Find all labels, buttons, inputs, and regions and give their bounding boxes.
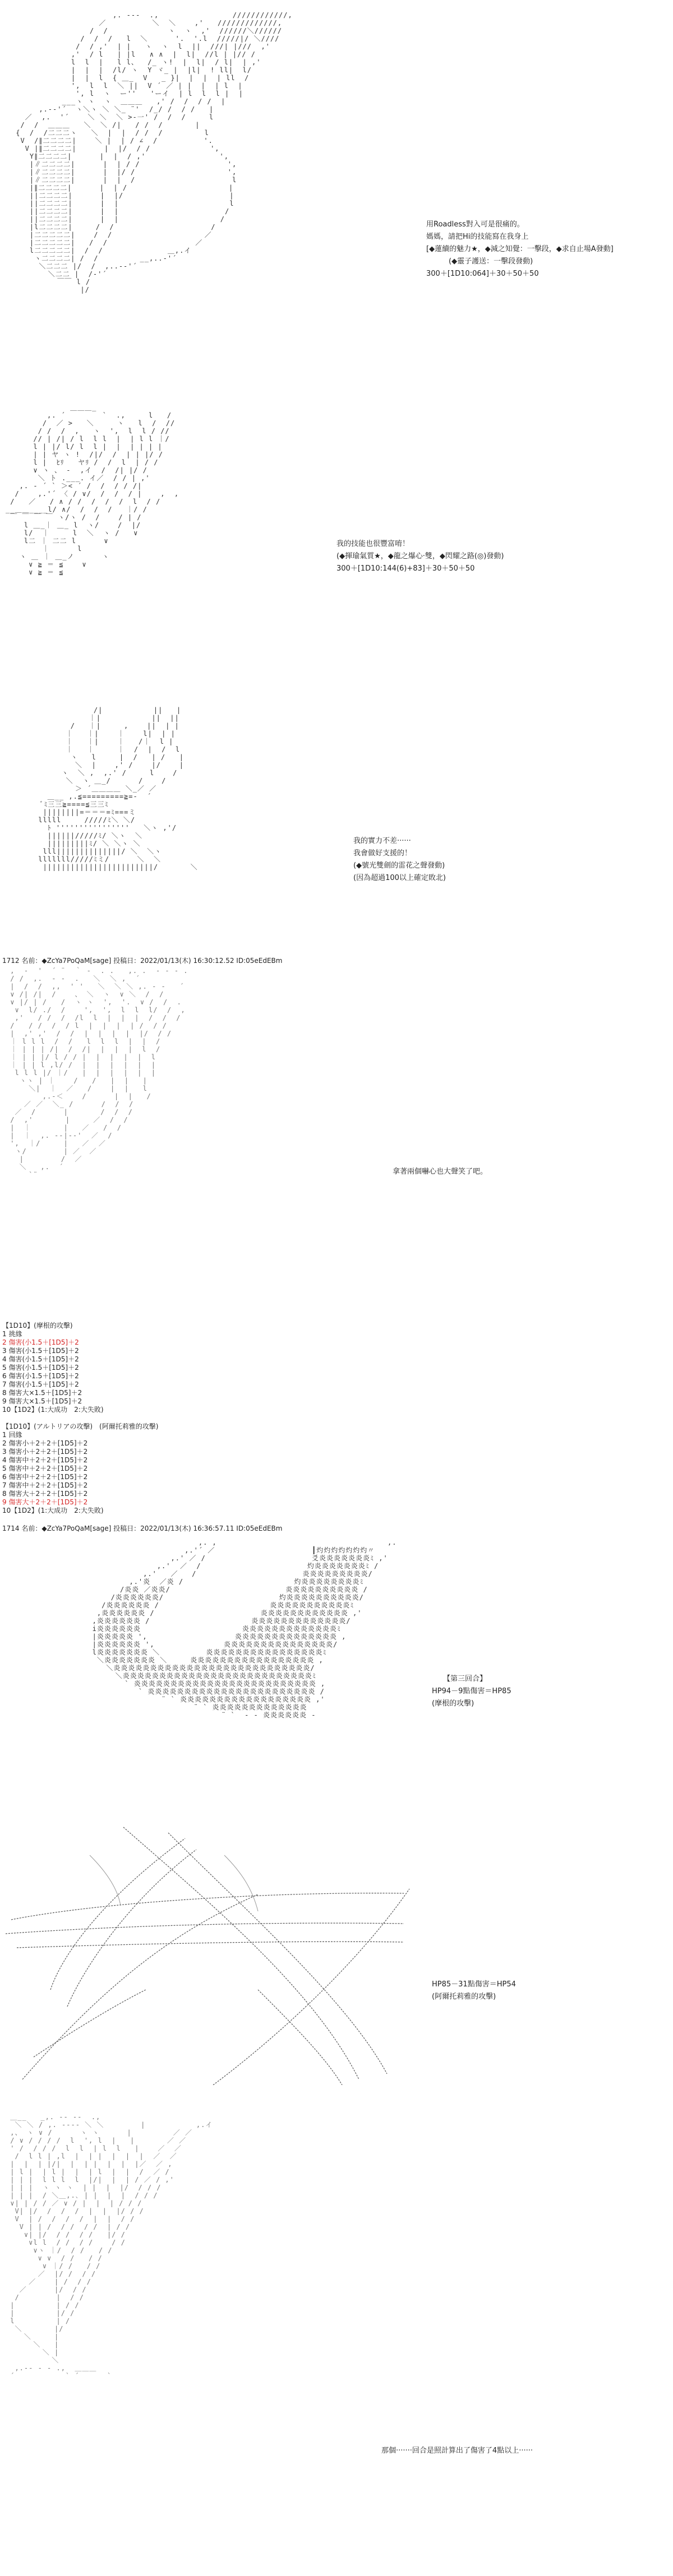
ascii-art-character-2: ＿＿＿_ ,. ´ ` ., l / / ／ > ＼ ヽ l / // / / / , ヽ ', l l / // // | /| / l l l | | l l ｜/ l | |/ l/ l l | | | | | | | | ヤ ヽ ! /|/ / | | |/ / l | ﾋﾘ ヤﾘ / / l | / / ∨ ヽ 、 ‐ ,イ / /| |/ / ＼ ト .___. イ／ / / | ,' ,. - ´ ` ＞< ´ / / / / /| / ,.'´ 〈 / ∨/ / / / | , , / ／ / ∧ / / / / / l / / __＿＿____l/ ∧/ / / / ｜/ / ￣ ￣ ￣ ￣ ヽ/ヽ / / / | / l ＿_｜ ＿_ l ヽ/ / |/ l/ ｜ l ＼ ヽ / ∨ l二 ｜ 二二 l ∨ ｜ l ヽ ＿ ｜ ＿_ノ ヽ ∨ ≧ ＝ ≦ ∨ ∨ ≧ ＝ ≦ bbox=[6, 404, 179, 576]
caption-line: (因為超過100以上確定敗北) bbox=[353, 874, 446, 882]
roll-row: 4 傷害(小1.5＋[1D5]＋2 bbox=[2, 1355, 79, 1363]
roll-row: 9 傷害大＋2＋2＋[1D5]＋2 bbox=[2, 1498, 88, 1506]
caption-line: (◆揮瑜氣質★，◆龍之爆心·雙，◆閃耀之路(◎)發動) bbox=[336, 552, 504, 560]
caption-line: 我的實力不差······ bbox=[353, 837, 411, 845]
caption-line: 媽媽，請把Hi的技能寫在我身上 bbox=[426, 233, 529, 241]
caption-line: HP85－31點傷害＝HP54 bbox=[432, 1980, 516, 1989]
caption-line: 用Roadless對入可是很痛的。 bbox=[426, 220, 524, 229]
caption-line: [◆蓮續的魅力★，◆減之知覺：一擊段，◆求自止場A發動] bbox=[426, 245, 614, 253]
caption-line: (阿爾托莉雅的攻擊) bbox=[432, 1993, 496, 2001]
roll-table-morgan bbox=[2, 1322, 104, 1414]
roll-row: 2 傷害小＋2＋2＋[1D5]＋2 bbox=[2, 1439, 88, 1447]
final-caption: 那個·······回合是照計算出了傷害了4點以上······ bbox=[381, 2447, 533, 2455]
hp-caption bbox=[432, 1979, 516, 2003]
panel3-caption bbox=[353, 835, 446, 884]
roll-row: 1 挑緣 bbox=[2, 1330, 22, 1338]
roll-row: 4 傷害中＋2＋2＋[1D5]＋2 bbox=[2, 1456, 88, 1464]
roll-row: 10【1D2】(1:大成功 2:大失敗) bbox=[2, 1406, 104, 1414]
roll-row: 3 傷害(小1.5＋[1D5]＋2 bbox=[2, 1347, 79, 1355]
ascii-art-character-5: ＿__ _,. -‐ ‐- ., ＼ ＼ / ,. -‐‐- ＼ ＼ | ,.イ ,、 ヽ ∨ / ヽ ヽ | ／ ／ / ∨ / / / / l ', l | | ／ ／ ' / / / / l l | l l | ／ ／ / l l | ,l | | | | | | ／ ／ | | | |/| | | | | | |／ ／ , | l | | l | | | l | | / ／ / | | | l l l l |/| | | / ／ / ,' | | | ヽ ヽ ヽ | | | |/ / / / | | | / ＼＿,.､ | | | | / / / ∨| | / / ／ ∨ / | | | / / / V| |/ / / / | | |/ / / V | / / / / | | / / V | | / / / / / | / / ∨| |/ / / / / |/ / ∨l l / / / / / / ∨ヽ ｜/ / / / / ∨ ∨ / / / / ∨ ｜/ / / / ／ |/ / / / ／ | / / / ／ |/ / / / | / / | | / / | |/ / l | / ＼ |/ ＼ | ＼ | ＼ | ＼ ,.-‐ ‐ - ., ＿＿＿ ´ ` ´ ` bbox=[10, 2113, 213, 2380]
roll-row: 2 傷害(小1.5＋[1D5]＋2 bbox=[2, 1338, 79, 1346]
post1712-caption: 拿著兩個嚇心也大聲笑了吧。 bbox=[393, 1167, 488, 1176]
caption-line: 我的技能也很豐富唷！ bbox=[336, 540, 410, 548]
roll-title: 【1D10】(摩根的攻擊) bbox=[2, 1322, 73, 1329]
roll-table-artoria bbox=[2, 1423, 158, 1515]
post-header-1712: 1712 名前：◆ZcYa7PoQaM[sage] 投稿日：2022/01/13(木) 16:30:12.52 ID:05eEdEBm bbox=[2, 957, 283, 965]
roll-row: 8 傷害大＋2＋2＋[1D5]＋2 bbox=[2, 1490, 88, 1498]
caption-line: 300＋[1D10:064]＋30＋50＋50 bbox=[426, 270, 539, 278]
round-caption bbox=[432, 1673, 511, 1710]
panel1-caption bbox=[426, 219, 614, 280]
caption-line: (◆號光雙劍的雷花之聲發動) bbox=[353, 861, 445, 870]
ascii-art-sword-slash: ,. , ,. ,.'´ ／ ┃灼灼灼灼灼灼灼〃 ,.' ／ / 爻炎炎炎炎炎炎炎ﾐ ,' ,.' ／ / 灼炎炎炎炎炎炎炎ﾐ / ,.' ／ / 炎炎炎炎炎炎炎炎炎/ ,.'炎 ／炎 / 灼炎炎炎炎炎炎炎炎ﾐ /炎炎 ／炎炎/ 炎炎炎炎炎炎炎炎炎炎 / /炎炎炎炎炎炎/ 灼炎炎炎炎炎炎炎炎炎炎/ /炎炎炎炎炎炎 / 炎炎炎炎炎炎炎炎炎炎炎ﾐ ,炎炎炎炎炎炎 / 炎炎炎炎炎炎炎炎炎炎炎炎 ,' ,炎炎炎炎炎炎 / 炎炎炎炎炎炎炎炎炎炎炎炎炎/ i炎炎炎炎炎炎 炎炎炎炎炎炎炎炎炎炎炎炎炎ﾐ |炎炎炎炎炎 ', 炎炎炎炎炎炎炎炎炎炎炎炎炎炎 , |炎炎炎炎炎炎 ', 炎炎炎炎炎炎炎炎炎炎炎炎炎炎炎/ l炎炎炎炎炎炎炎 ＼ 炎炎炎炎炎炎炎炎炎炎炎炎炎炎炎炎ﾐ ＼炎炎炎炎炎炎炎 ＼ 炎炎炎炎炎炎炎炎炎炎炎炎炎炎炎炎炎 , ＼炎炎炎炎炎炎炎炎炎炎炎炎炎炎炎炎炎炎炎炎炎炎炎炎炎炎炎/ ＼炎炎炎炎炎炎炎炎炎炎炎炎炎炎炎炎炎炎炎炎炎炎炎炎炎炎ﾐ ` 炎炎炎炎炎炎炎炎炎炎炎炎炎炎炎炎炎炎炎炎炎炎炎炎炎 , ` 炎炎炎炎炎炎炎炎炎炎炎炎炎炎炎炎炎炎炎炎炎炎炎 / ¨ ` 炎炎炎炎炎炎炎炎炎炎炎炎炎炎炎炎炎炎 ,' ¨ ` 炎炎炎炎炎炎炎炎炎炎炎炎炎 ¨ ` ‐ - 炎炎炎炎炎炎 ‐ bbox=[92, 1539, 397, 1719]
roll-row: 9 傷害大×1.5＋[1D5]＋2 bbox=[2, 1397, 82, 1405]
caption-line: 300＋[1D10:144(6)+83]＋30＋50＋50 bbox=[336, 564, 475, 573]
roll-row: 1 回緣 bbox=[2, 1431, 22, 1439]
roll-row: 7 傷害中＋2＋2＋[1D5]＋2 bbox=[2, 1481, 88, 1489]
roll-row: 7 傷害(小1.5＋[1D5]＋2 bbox=[2, 1380, 79, 1388]
panel2-caption bbox=[336, 538, 504, 575]
roll-row: 6 傷害(小1.5＋[1D5]＋2 bbox=[2, 1372, 79, 1380]
ascii-art-character-3: /| || | ｜| || || / ｜| , || | | ｜ ｜| ｜ l| | | ｜ ｜| ｜ /｜ l | ｜ ｜ ｜ / | / l ヽ l | / | / | ＼ | ,' / |/ | ヽ ＼ , ,.' / l / ＼ ヽ ＿_/ / / ＞ ´＿＿＿＿ ＼_／ ／ ＿__ ,.≦=========≧=‐ ´ ﾞﾐ三三≧====≦三三ﾐ ||||||||=＝＝＝=ﾐ===ミ lllll /////ﾐ＼ ＼/ ﾄ '''''''''''''''' ＼ヽ ,'/ ||||||/////ﾐ/ ＼ヽ ＼ |||||||||ﾐ/ ＼ ＼ヽ ＼ lll||||||||||||||/ ＼ ＼ヽ lllllll/////ﾐミ/ ＼ ＼ ||||||||||||||||||||||||/ ＼ bbox=[38, 706, 198, 871]
roll-row: 8 傷害大×1.5＋[1D5]＋2 bbox=[2, 1389, 82, 1397]
post-header-1714: 1714 名前：◆ZcYa7PoQaM[sage] 投稿日：2022/01/13(木) 16:36:57.11 ID:05eEdEBm bbox=[2, 1525, 283, 1532]
roll-row: 5 傷害(小1.5＋[1D5]＋2 bbox=[2, 1364, 79, 1372]
caption-line: (◆靈子護送：一擊段發動) bbox=[449, 257, 533, 266]
roll-row: 10【1D2】(1:大成功 2:大失敗) bbox=[2, 1507, 104, 1514]
caption-line: (摩根的攻擊) bbox=[432, 1699, 474, 1708]
ascii-art-character-1: ,. -‐- ., ////////////, ／ ＼ ＼ ,' /////////////, / / ヽ ヽ ,' //////＼////// / / / l ＼ '. '.l /////|/ ＼//// / / ,' | | ヽ ヽ l || ///| |/// ,' ,' / l | |l ∧ ∧ | l| //l | |// / l l | l l、 /_ ヽ! | l| / l| | ,' | | | /l/ ヽ Y ヾ_ | |l| ! ll| l/ | | l { ＿_ V _ }| | | | ll / ', l l ＼ || V ´ ／ | | | | l | ', l ヽ ー'' 'ーイ | l l l | | ___ヽ ヽ ヽ ＿＿＿ ,' / / / / | ,.-‐'´ ヽ＼ヽ ＼ ＼_ ¨' /_/ / / / | ／ ,. '´ ＼ ＼ ＼ >‐一' / / / l / / ＿＿＿ ＼ ＼ /| / / / | { / /二二二ヽ ＼ | | / / / l V /∥二二二二| ＼ | | / ∠ / '. V |∥二二二二| | |/ / / ', Y∥二二二二| | | / ,' ', |∥二二二二| | | / / ', |∥二二二二| | |/ / ', |∥二二二二| | | / l |∥二二二二| | | / | ||二二二二| | |/ | ||二二二二| | | l ||二二二二| | | / ||二二二二| | | / |l二二二二| / / / |二二二二二| / / ／ |二二二二二| / / ／ l二二二二二| / / ＿,.イ ヽ二二二二| / / __,..-'´ ＼二二二 |/ / ,..-‐'´ ＼二二 | /‐'´ ￣￣ l / |/ bbox=[16, 11, 293, 294]
roll-row: 6 傷害中＋2＋2＋[1D5]＋2 bbox=[2, 1473, 88, 1481]
roll-row: 3 傷害小＋2＋2＋[1D5]＋2 bbox=[2, 1448, 88, 1456]
caption-line: 我會做好支援的！ bbox=[353, 849, 412, 858]
roll-row: 5 傷害中＋2＋2＋[1D5]＋2 bbox=[2, 1465, 88, 1472]
ascii-art-character-4: , ‐ ' ´ ¨ ｀ ‐ . . ,. . - ‐ - . / / ,. ‐ ‐ . ＼ ＼ , ´ | / / ,, ' ' ＼ ＼ ＼ ,. - ‐ ´ ∨ /| /| / 、 ＼ ヽ ∨ ＼ / / ∨ |/ | / / ヽ ヽ ', '. ∨ / / . ∨ l/ ./ / ', ', l l l/ / , ,' / / / /l l | | | / / / / / / / / l | | | | / / / | ,' ,' / / | | | | |/ / / ｜ l l l / / l l l | | / ｜ | | | /| / /| | | | l / ｜ | | |/ l / / | | | | | l ｜ | | l ,l/ / | | | | | | l l l |/ ｜/ | | | | | | ヽヽ | ｜ / / | | | ＼| ｜ ／ / | | l ,.-＜ / | | / ／ ／ ＼_ / / / / ／ / | / / / / ,' | ／ / / | ｜ | ／ / / | ｜ ,. -‐|-‐' ／ / ', ｜/ | ／ ／ ヽ/ | ／ ／ | / ／ ＼ ,. ´ `¨ bbox=[10, 967, 188, 1179]
caption-line: 【第三回合】 bbox=[443, 1675, 487, 1683]
slash-arc-lines bbox=[0, 1822, 426, 2085]
caption-line: HP94－9點傷害＝HP85 bbox=[432, 1687, 511, 1695]
roll-title: 【1D10】(アルトリアの攻擊) (阿爾托莉雅的攻擊) bbox=[2, 1423, 159, 1430]
